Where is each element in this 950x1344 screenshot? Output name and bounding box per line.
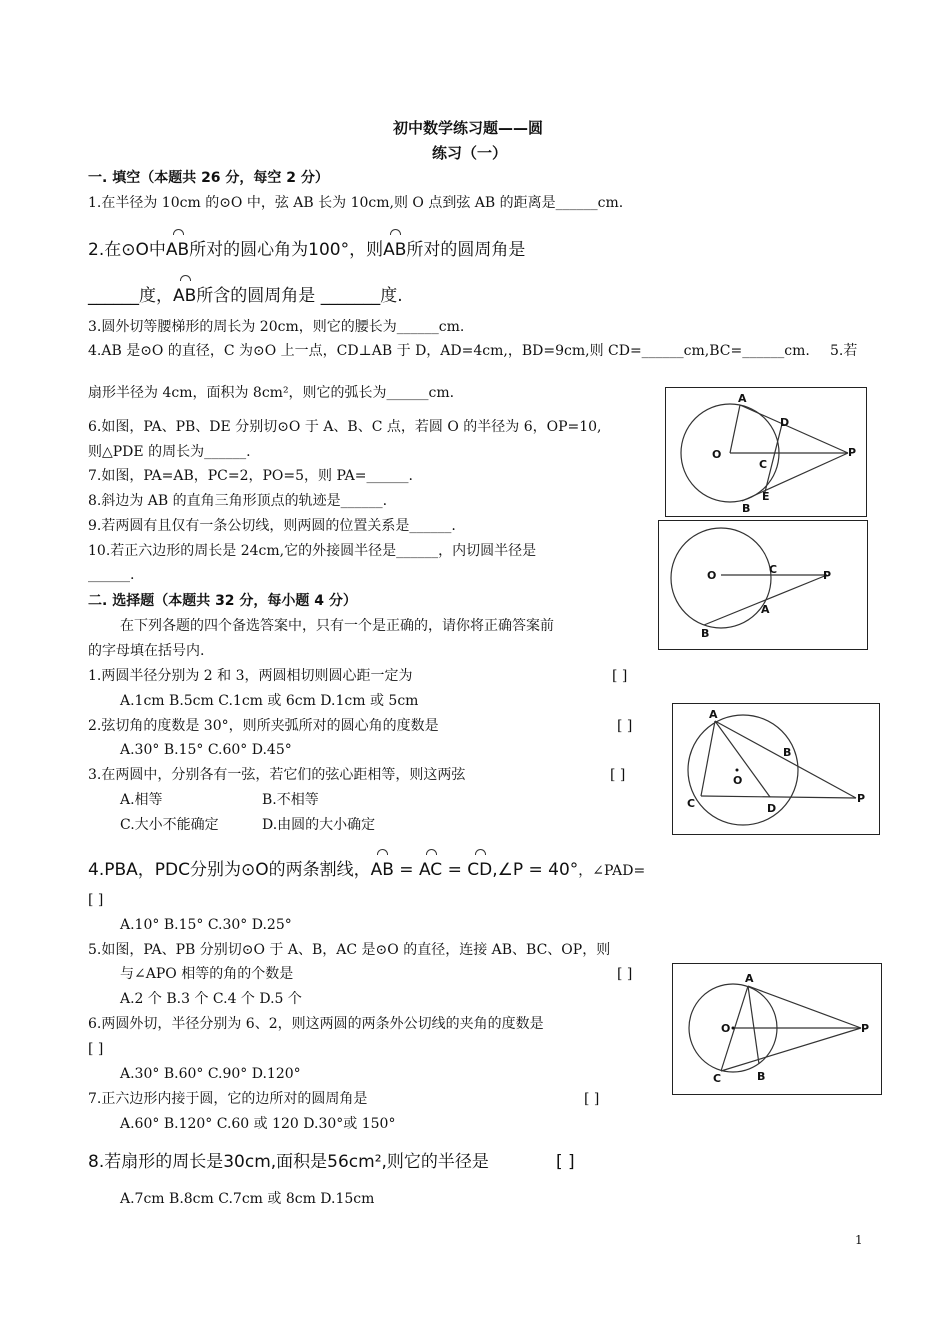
- fig2-circle: [671, 528, 771, 628]
- question-2-1-options: A.1cm B.5cm C.1cm 或 6cm D.1cm 或 5cm: [120, 693, 419, 709]
- fig2-label-c: C: [769, 563, 778, 576]
- section-1-heading: 一. 填空（本题共 26 分，每空 2 分）: [88, 170, 329, 186]
- q2-blank-a: ______度，: [88, 286, 173, 306]
- question-2-3-option-b: B.不相等: [262, 792, 319, 808]
- question-2-4-options: A.10° B.15° C.30° D.25°: [120, 917, 292, 933]
- question-2-8: 8.若扇形的周长是30cm,面积是56cm²,则它的半径是: [88, 1152, 489, 1172]
- question-2-3-option-d: D.由圆的大小确定: [262, 817, 376, 833]
- page-number: 1: [855, 1233, 863, 1247]
- fig4-label-c: C: [713, 1072, 722, 1085]
- question-2-3-option-a: A.相等: [120, 792, 163, 808]
- fig3-circle: [688, 715, 798, 825]
- arc-ac: AC: [418, 860, 443, 880]
- q2-blank-b: 所含的圆周角是 _______度.: [196, 286, 403, 306]
- arc-ab-3: AB: [173, 286, 197, 306]
- question-1-2-line2: [88, 284, 403, 308]
- fig2-label-p: P: [823, 569, 832, 582]
- question-1-5: 扇形半径为 4cm，面积为 8cm²，则它的弧长为______cm.: [88, 385, 455, 401]
- question-1-8: 8.斜边为 AB 的直角三角形顶点的轨迹是______.: [88, 493, 388, 509]
- q2-text-a: 2.在⊙O中: [88, 240, 166, 260]
- question-2-7-options: A.60° B.120° C.60 或 120 D.30°或 150°: [120, 1116, 396, 1132]
- arc-ab: AB: [370, 860, 394, 880]
- question-1-1: 1.在半径为 10cm 的⊙O 中，弦 AB 长为 10cm,则 O 点到弦 AB 的距离是______cm.: [88, 195, 624, 211]
- fig3-label-a: A: [709, 708, 718, 721]
- fig1-label-p: P: [848, 446, 857, 459]
- arc-ab-2: AB: [383, 240, 407, 260]
- section-2-heading: 二. 选择题（本题共 32 分，每小题 4 分）: [88, 593, 357, 609]
- fig1-label-e: E: [762, 490, 770, 503]
- question-2-5-line2: 与∠APO 相等的角的个数是: [120, 966, 294, 982]
- fig4-label-a: A: [745, 972, 754, 985]
- q2-text-c: 所对的圆周角是: [406, 240, 526, 260]
- question-2-7: 7.正六边形内接于圆，它的边所对的圆周角是: [88, 1091, 368, 1107]
- fig2-label-a: A: [761, 603, 770, 616]
- question-2-3-option-c: C.大小不能确定: [120, 817, 219, 833]
- fig2-label-b: B: [701, 627, 710, 640]
- answer-bracket-1[interactable]: [ ]: [612, 668, 628, 684]
- answer-bracket-4[interactable]: [ ]: [88, 892, 104, 908]
- figure-2: [658, 520, 868, 650]
- question-1-4: 4.AB 是⊙O 的直径，C 为⊙O 上一点，CD⊥AB 于 D，AD=4cm,，BD=9cm,则 CD=______cm,BC=______cm.: [88, 343, 810, 359]
- q4-text-b: ,∠P = 40°: [492, 860, 579, 880]
- question-2-5-options: A.2 个 B.3 个 C.4 个 D.5 个: [120, 991, 302, 1007]
- fig4-label-p: P: [861, 1022, 870, 1035]
- fig4-label-o: O: [721, 1022, 731, 1035]
- answer-bracket-6[interactable]: [ ]: [88, 1041, 104, 1057]
- page-title: 初中数学练习题——圆: [393, 119, 544, 137]
- question-2-4: [88, 858, 645, 883]
- fig2-label-o: O: [707, 569, 717, 582]
- figure-4: [672, 963, 882, 1095]
- q4-eq-1: =: [393, 860, 419, 880]
- fig3-label-o: O: [733, 774, 743, 787]
- question-2-5-line1: 5.如图，PA、PB 分别切⊙O 于 A、B，AC 是⊙O 的直径，连接 AB、BC、OP，则: [88, 942, 611, 958]
- fig3-label-d: D: [767, 802, 777, 815]
- fig3-label-c: C: [687, 797, 696, 810]
- question-1-9: 9.若两圆有且仅有一条公切线，则两圆的位置关系是______.: [88, 518, 456, 534]
- question-2-3: 3.在两圆中，分别各有一弦，若它们的弦心距相等，则这两弦: [88, 767, 466, 783]
- section-2-intro-1: 在下列各题的四个备选答案中，只有一个是正确的，请你将正确答案前: [120, 618, 554, 634]
- q4-eq-2: =: [442, 860, 468, 880]
- question-2-8-options: A.7cm B.8cm C.7cm 或 8cm D.15cm: [120, 1191, 375, 1207]
- question-1-6-line1: 6.如图，PA、PB、DE 分别切⊙O 于 A、B、C 点，若圆 O 的半径为 6，OP=10,: [88, 419, 602, 435]
- answer-bracket-8[interactable]: [ ]: [556, 1152, 575, 1172]
- q4-text-a: 4.PBA，PDC分别为⊙O的两条割线，: [88, 860, 371, 880]
- question-2-1: 1.两圆半径分别为 2 和 3，两圆相切则圆心距一定为: [88, 668, 413, 684]
- fig1-label-a: A: [738, 392, 747, 405]
- fig1-label-d: D: [780, 416, 790, 429]
- fig1-label-o: O: [712, 448, 722, 461]
- question-2-2: 2.弦切角的度数是 30°，则所夹弧所对的圆心角的度数是: [88, 718, 439, 734]
- page-subtitle: 练习（一）: [432, 144, 508, 162]
- question-1-2-line1: [88, 238, 525, 262]
- question-2-2-options: A.30° B.15° C.60° D.45°: [120, 742, 292, 758]
- answer-bracket-7[interactable]: [ ]: [584, 1091, 600, 1107]
- figure-1: [665, 387, 867, 517]
- question-1-5-start: 5.若: [830, 343, 858, 359]
- answer-bracket-2[interactable]: [ ]: [617, 718, 633, 734]
- fig1-label-c: C: [759, 458, 768, 471]
- fig3-label-b: B: [783, 746, 792, 759]
- figure-3: [672, 703, 880, 835]
- question-1-10-line1: 10.若正六边形的周长是 24cm,它的外接圆半径是______，内切圆半径是: [88, 543, 537, 559]
- answer-bracket-3[interactable]: [ ]: [610, 767, 626, 783]
- question-2-6-options: A.30° B.60° C.90° D.120°: [120, 1066, 301, 1082]
- question-2-6: 6.两圆外切，半径分别为 6、2，则这两圆的两条外公切线的夹角的度数是: [88, 1016, 544, 1032]
- fig1-label-b: B: [742, 502, 751, 515]
- q4-text-c: ，∠PAD=: [578, 863, 646, 879]
- question-1-7: 7.如图，PA=AB，PC=2，PO=5，则 PA=______.: [88, 468, 413, 484]
- question-1-6-line2: 则△PDE 的周长为______.: [88, 444, 251, 460]
- arc-ab-1: AB: [165, 240, 190, 260]
- question-1-10-line2: ______.: [88, 567, 135, 583]
- fig3-label-p: P: [857, 792, 866, 805]
- section-2-intro-2: 的字母填在括号内.: [88, 643, 205, 659]
- answer-bracket-5[interactable]: [ ]: [617, 966, 633, 982]
- q2-text-b: 所对的圆心角为100°，则: [189, 240, 384, 260]
- fig4-label-b: B: [757, 1070, 766, 1083]
- question-1-3: 3.圆外切等腰梯形的周长为 20cm，则它的腰长为______cm.: [88, 319, 465, 335]
- arc-cd: CD: [467, 860, 493, 880]
